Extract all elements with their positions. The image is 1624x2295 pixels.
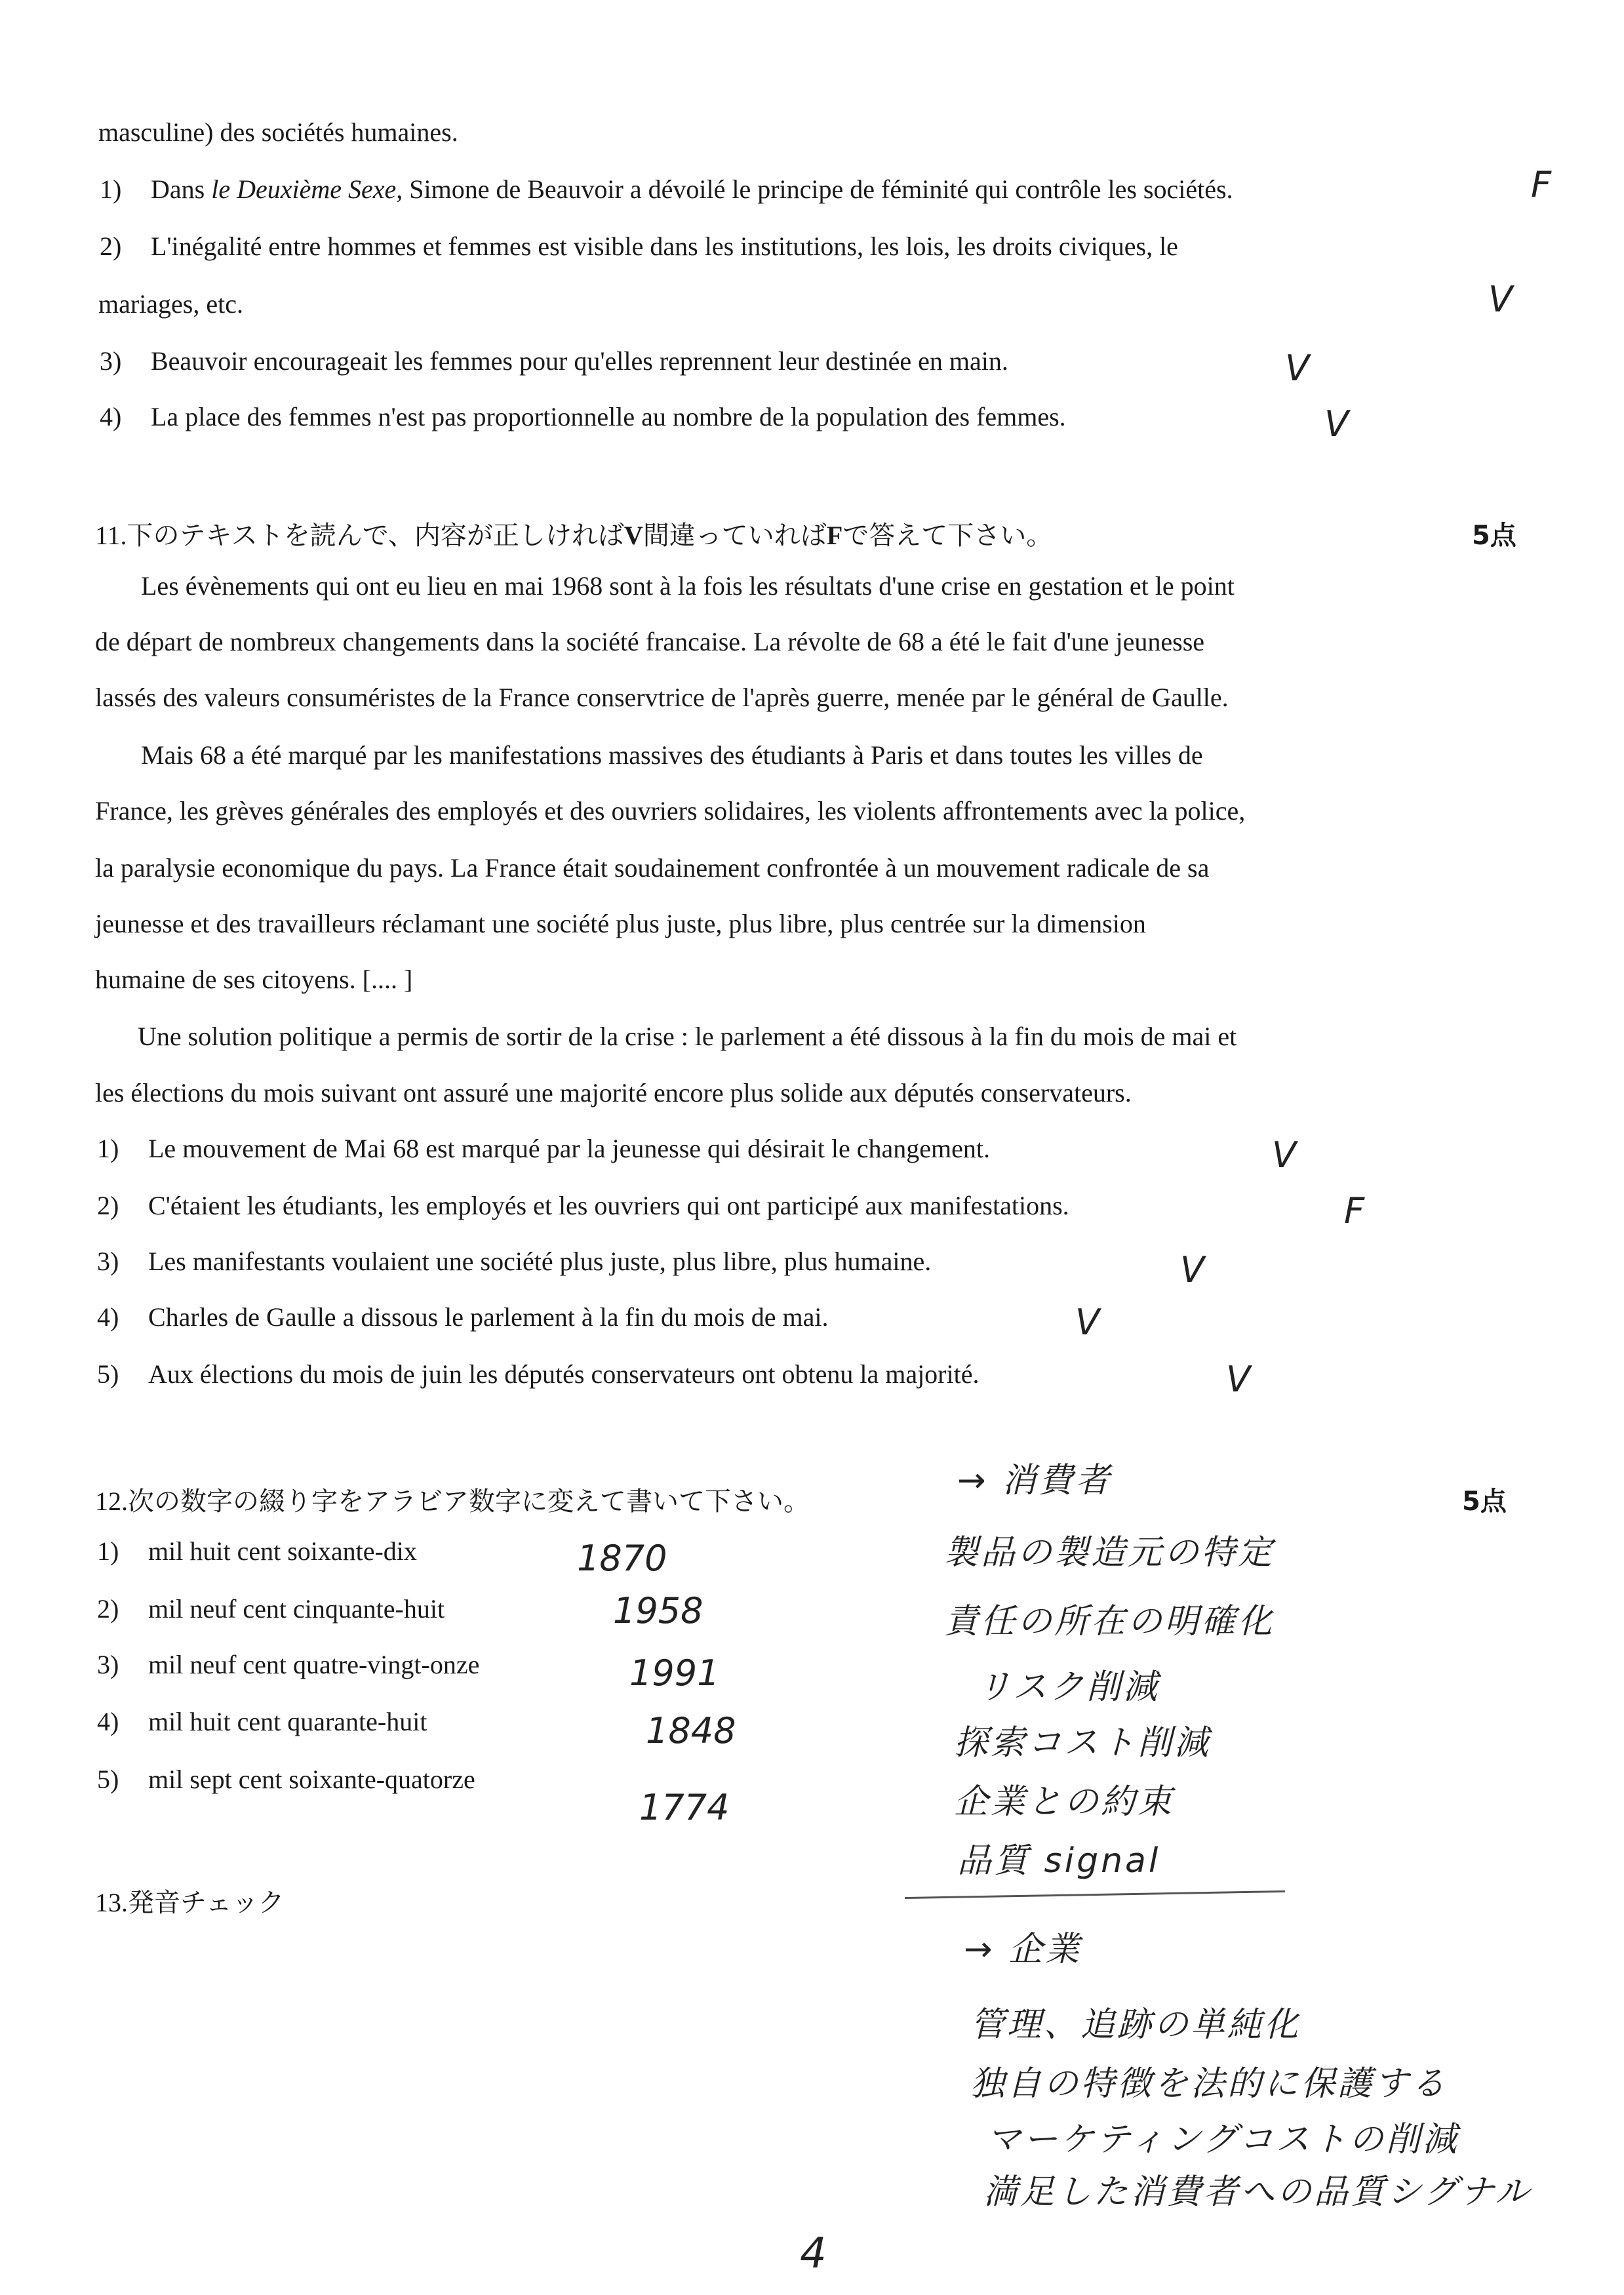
q10-item-2-cont: mariages, etc. (98, 289, 243, 319)
q11-para2-line5: humaine de ses citoyens. [.... ] (95, 965, 413, 994)
q12-points: 5点 (1462, 1487, 1507, 1517)
item-number: 4) (97, 1302, 119, 1332)
answer-mark: V (1272, 1134, 1296, 1176)
note-company-item: 独自の特徴を法的に保護する (970, 2064, 1448, 2104)
item-text: Beauvoir encourageait les femmes pour qu'elles reprennent leur destinée en main. (151, 346, 1008, 376)
handwritten-answer: 1991 (629, 1652, 720, 1694)
q10-item-2 (100, 231, 1178, 262)
q12-heading: 12.次の数字の綴り字をアラビア数字に変えて書いて下さい。 (95, 1487, 810, 1516)
answer-mark: F (1531, 164, 1552, 205)
item-number: 4) (100, 402, 122, 431)
heading-v: V (624, 521, 643, 550)
item-number: 1) (100, 174, 122, 204)
q12-item-3 (97, 1649, 479, 1680)
q12-item-1 (97, 1536, 417, 1567)
handwritten-answer: 1958 (613, 1590, 703, 1631)
notes-divider (905, 1890, 1285, 1899)
q11-para2-line2: France, les grèves générales des employés et des ouvriers solidaires, les violents affrontements avec la police, (95, 796, 1246, 826)
answer-mark: V (1075, 1302, 1099, 1343)
item-text: mil huit cent soixante-dix (148, 1536, 417, 1566)
note-company-item: 満足した消費者への品質シグナル (983, 2172, 1532, 2212)
heading-text: 間違っていれば (643, 521, 827, 550)
note-company-item: マーケティングコストの削減 (987, 2120, 1459, 2159)
q10-intro-tail: masculine) des sociétés humaines. (98, 117, 458, 147)
item-number: 1) (97, 1536, 119, 1566)
note-consumer-item: 製品の製造元の特定 (944, 1533, 1275, 1572)
handwritten-answer: 1848 (646, 1710, 736, 1751)
q11-item-4 (97, 1302, 829, 1332)
note-consumer-item: 責任の所在の明確化 (944, 1602, 1275, 1641)
heading-text: で答えて下さい。 (842, 521, 1053, 550)
item-text: Le mouvement de Mai 68 est marqué par la jeunesse qui désirait le changement. (148, 1134, 991, 1163)
q11-heading (95, 515, 1052, 552)
note-company-heading: → 企業 (964, 1930, 1082, 1969)
item-number: 3) (97, 1650, 119, 1679)
answer-mark: V (1324, 403, 1349, 445)
note-consumer-item: リスク削減 (977, 1667, 1160, 1707)
q10-item-1 (100, 174, 1233, 205)
q11-item-3 (97, 1246, 931, 1277)
item-text: mil neuf cent quatre-vingt-onze (148, 1650, 480, 1679)
item-number: 5) (97, 1765, 119, 1794)
note-consumer-item: 探索コスト削減 (954, 1723, 1212, 1763)
q11-para1-line2: de départ de nombreux changements dans la société francaise. La révolte de 68 a été le fait d'une jeunesse (95, 627, 1205, 656)
answer-mark: V (1285, 348, 1309, 389)
book-title: le Deuxième Sexe (211, 174, 397, 204)
answer-mark: F (1344, 1190, 1365, 1231)
item-text: C'étaient les étudiants, les employés et les ouvriers qui ont participé aux manifestations. (148, 1191, 1069, 1220)
item-number: 5) (97, 1359, 119, 1389)
item-text: mil huit cent quarante-huit (148, 1707, 427, 1736)
q12-item-5 (97, 1764, 475, 1795)
item-text: mil neuf cent cinquante-huit (148, 1594, 445, 1624)
note-consumer-item: 企業との約束 (954, 1782, 1175, 1822)
item-text: Charles de Gaulle a dissous le parlement à la fin du mois de mai. (148, 1302, 829, 1332)
q13-heading: 13.発音チェック (95, 1888, 285, 1917)
q12-item-2 (97, 1593, 445, 1624)
item-number: 3) (97, 1247, 119, 1276)
item-number: 3) (100, 346, 122, 376)
item-text: Les manifestants voulaient une société plus juste, plus libre, plus humaine. (148, 1247, 932, 1276)
q11-para3-line1: Une solution politique a permis de sortir de la crise : le parlement a été dissous à la fin du mois de mai et (138, 1022, 1237, 1051)
note-consumer-heading: → 消費者 (957, 1461, 1113, 1500)
q11-item-5 (97, 1359, 979, 1389)
q11-para1-line1: Les évènements qui ont eu lieu en mai 1968 sont à la fois les résultats d'une crise en gestation et le point (141, 571, 1235, 601)
q11-points: 5点 (1472, 521, 1516, 551)
question-number: 11. (95, 521, 127, 550)
q11-para2-line3: la paralysie economique du pays. La France était soudainement confrontée à un mouvement radicale de sa (95, 853, 1210, 883)
item-number: 1) (97, 1134, 119, 1163)
heading-f: F (826, 521, 843, 550)
q11-item-2 (97, 1190, 1069, 1221)
q10-item-4 (100, 401, 1066, 432)
note-consumer-item: 品質 signal (957, 1841, 1161, 1881)
q11-para2-line4: jeunesse et des travailleurs réclamant une société plus juste, plus libre, plus centrée sur la dimension (95, 909, 1146, 938)
item-number: 2) (100, 231, 122, 261)
q11-item-1 (97, 1133, 990, 1164)
item-text: L'inégalité entre hommes et femmes est visible dans les institutions, les lois, les droits civiques, le (151, 231, 1178, 261)
item-number: 4) (97, 1707, 119, 1736)
q10-item-3 (100, 346, 1008, 376)
handwritten-answer: 1774 (639, 1787, 730, 1828)
note-company-item: 管理、追跡の単純化 (970, 2005, 1301, 2045)
q11-para3-line2: les élections du mois suivant ont assuré une majorité encore plus solide aux députés conservateurs. (95, 1078, 1132, 1108)
item-text: Aux élections du mois de juin les députés conservateurs ont obtenu la majorité. (148, 1359, 980, 1389)
item-text-after: , Simone de Beauvoir a dévoilé le principe de féminité qui contrôle les sociétés. (396, 174, 1233, 204)
q11-para2-line1: Mais 68 a été marqué par les manifestations massives des étudiants à Paris et dans toutes les villes de (141, 740, 1203, 770)
item-number: 2) (97, 1191, 119, 1220)
q11-para1-line3: lassés des valeurs consuméristes de la France conservtrice de l'après guerre, menée par le général de Gaulle. (95, 683, 1229, 712)
answer-mark: V (1226, 1359, 1250, 1400)
heading-text: 下のテキストを読んで、内容が正しければ (127, 521, 624, 550)
handwritten-answer: 1870 (577, 1538, 667, 1579)
item-text: mil sept cent soixante-quatorze (148, 1765, 475, 1794)
item-number: 2) (97, 1594, 119, 1624)
item-text-before: Dans (151, 174, 212, 204)
answer-mark: V (1180, 1249, 1204, 1290)
answer-mark: V (1488, 279, 1513, 320)
page-number: 4 (800, 2229, 827, 2278)
item-text: La place des femmes n'est pas proportionnelle au nombre de la population des femmes. (151, 402, 1066, 431)
q12-item-4 (97, 1706, 427, 1737)
